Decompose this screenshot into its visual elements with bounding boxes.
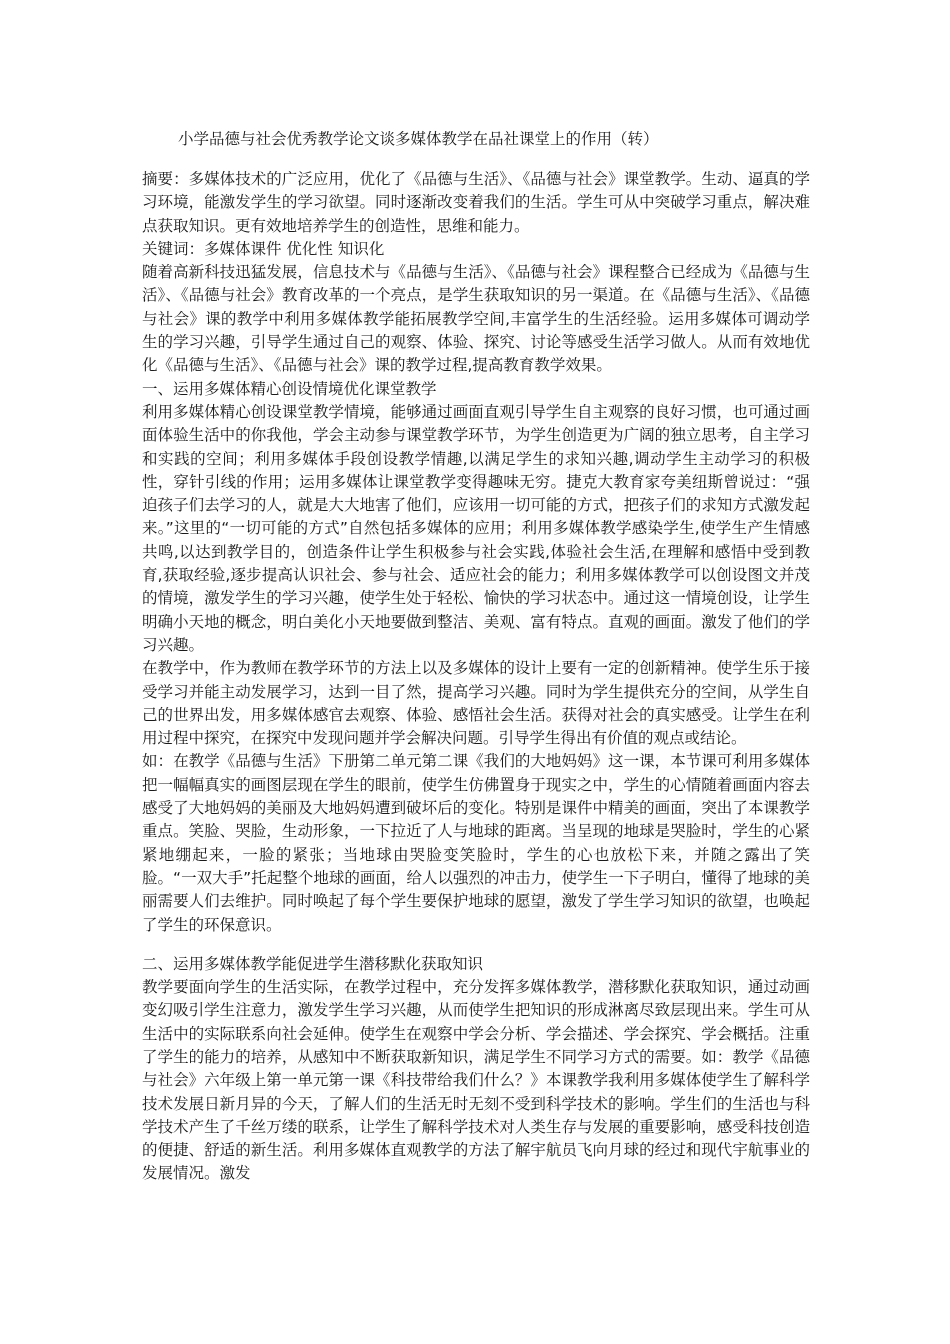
section1-paragraph-1: 利用多媒体精心创设课堂教学情境，能够通过画面直观引导学生自主观察的良好习惯，也可通过画面体验生活中的你我他，学会主动参与课堂教学环节，为学生创造更为广阔的独立思考，自主学习和实践的空间；利用多媒体手段创设教学情趣,以满足学生的求知兴趣,调动学生主动学习的积极性，穿针引线的作用；运用多媒体让课堂教学变得趣味无穷。捷克大教育家夸美纽斯曾说过：“强迫孩子们去学习的人，就是大大地害了他们，应该用一切可能的方式，把孩子们的求知方式激发起来。”这里的“一切可能的方式”自然包括多媒体的应用；利用多媒体教学感染学生,使学生产生情感共鸣,以达到教学目的，创造条件让学生积极参与社会实践,体验社会生活,在理解和感悟中受到教育,获取经验,逐步提高认识社会、参与社会、适应社会的能力；利用多媒体教学可以创设图文并茂的情境，激发学生的学习兴趣，使学生处于轻松、愉快的学习状态中。通过这一情境创设，让学生明确小天地的概念，明白美化小天地要做到整洁、美观、富有特点。直观的画面。激发了他们的学习兴趣。 — [142, 402, 810, 654]
section-heading-1: 一、运用多媒体精心创设情境优化课堂教学 — [142, 379, 437, 398]
document-body — [142, 168, 810, 1186]
intro-paragraph: 随着高新科技迅猛发展，信息技术与《品德与生活》、《品德与社会》课程整合已经成为《品德与生活》、《品德与社会》教育改革的一个亮点，是学生获取知识的另一渠道。在《品德与生活》、《品德与社会》课的教学中利用多媒体教学能拓展教学空间,丰富学生的生活经验。运用多媒体可调动学生的学习兴趣，引导学生通过自己的观察、体验、探究、讨论等感受生活学习做人。从而有效地优化《品德与生活》、《品德与社会》课的教学过程,提高教育教学效果。 — [142, 263, 810, 375]
section1-paragraph-3: 如：在教学《品德与生活》下册第二单元第二课《我们的大地妈妈》这一课，本节课可利用多媒体把一幅幅真实的画图层现在学生的眼前，使学生仿佛置身于现实之中，学生的心情随着画面内容去感受了大地妈妈的美丽及大地妈妈遭到破坏后的变化。特别是课件中精美的画面，突出了本课教学重点。笑脸、哭脸，生动形象，一下拉近了人与地球的距离。当呈现的地球是哭脸时，学生的心紧紧地绷起来，一脸的紧张；当地球由哭脸变笑脸时，学生的心也放松下来，并随之露出了笑脸。“一双大手”托起整个地球的画面，给人以强烈的冲击力，使学生一下子明白，懂得了地球的美丽需要人们去维护。同时唤起了每个学生要保护地球的愿望，激发了学生学习知识的欲望，也唤起了学生的环保意识。 — [142, 752, 810, 934]
section-heading-2: 二、运用多媒体教学能促进学生潜移默化获取知识 — [142, 954, 484, 973]
abstract-paragraph: 摘要：多媒体技术的广泛应用，优化了《品德与生活》、《品德与社会》课堂教学。生动、逼真的学习环境，能激发学生的学习欲望。同时逐渐改变着我们的生活。学生可从中突破学习重点，解决难点获取知识。更有效地培养学生的创造性，思维和能力。 — [142, 170, 810, 235]
keywords-line: 关键词：多媒体课件 优化性 知识化 — [142, 239, 385, 258]
section2-paragraph-1: 教学要面向学生的生活实际，在教学过程中，充分发挥多媒体教学，潜移默化获取知识，通过动画变幻吸引学生注意力，激发学生学习兴趣，从而使学生把知识的形成淋离尽致层现出来。学生可从生活中的实际联系向社会延伸。使学生在观察中学会分析、学会描述、学会探究、学会概括。注重了学生的能力的培养，从感知中不断获取新知识，满足学生不同学习方式的需要。如：教学《品德与社会》六年级上第一单元第一课《科技带给我们什么？》本课教学我利用多媒体使学生了解科学技术发展日新月异的今天，了解人们的生活无时无刻不受到科学技术的影响。学生们的生活也与科学技术产生了千丝万缕的联系，让学生了解科学技术对人类生存与发展的重要影响，感受科技创造的便捷、舒适的新生活。利用多媒体直观教学的方法了解宇航员飞向月球的经过和现代宇航事业的发展情况。激发 — [142, 978, 810, 1183]
section1-paragraph-2: 在教学中，作为教师在教学环节的方法上以及多媒体的设计上要有一定的创新精神。使学生乐于接受学习并能主动发展学习，达到一目了然，提高学习兴趣。同时为学生提供充分的空间，从学生自己的世界出发，用多媒体感官去观察、体验、感悟社会生活。获得对社会的真实感受。让学生在利用过程中探究，在探究中发现问题并学会解决问题。引导学生得出有价值的观点或结论。 — [142, 659, 810, 748]
document-title: 小学品德与社会优秀教学论文谈多媒体教学在品社课堂上的作用（转） — [178, 130, 659, 148]
